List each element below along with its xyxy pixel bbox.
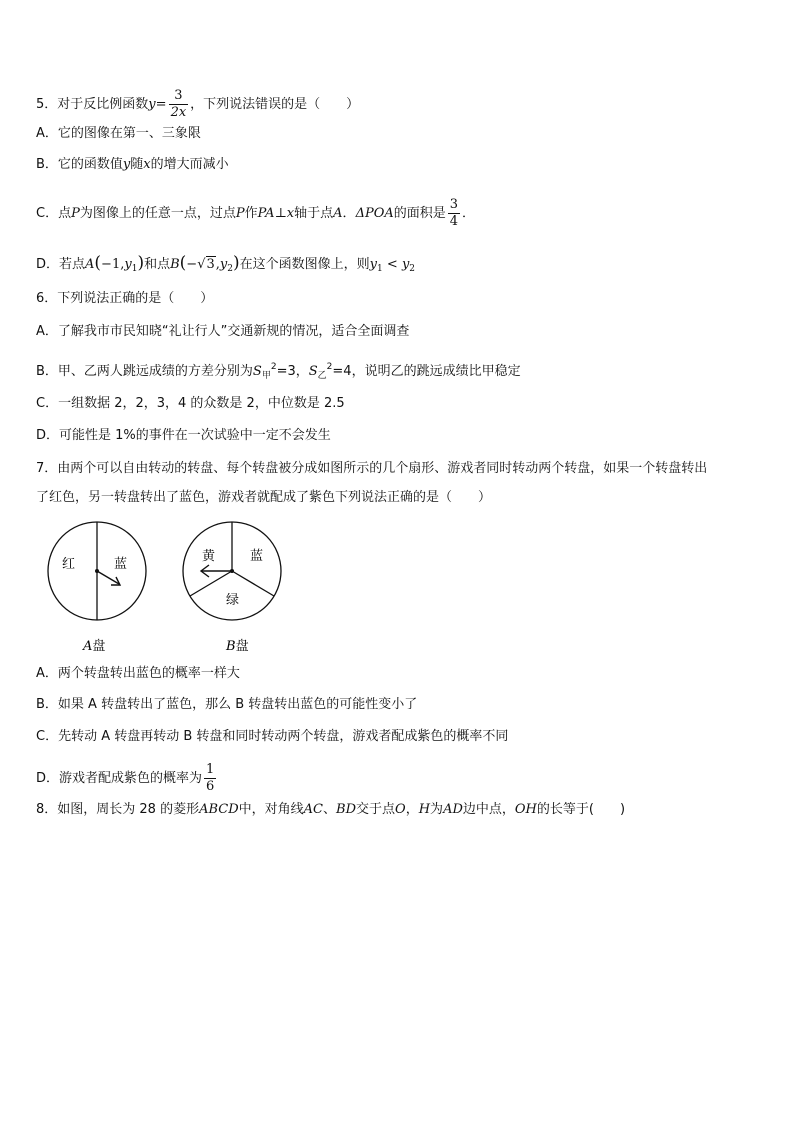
spinner-b [183,522,281,620]
q5-fraction: $\frac{3}{2x}$ [170,88,187,120]
q7-option-c[interactable]: C．先转动 A 转盘再转动 B 转盘和同时转动两个转盘，游戏者配成紫色的概率不同 [36,729,509,744]
q5c-fraction: $\frac{3}{4}$ [449,197,459,229]
q6-option-a[interactable]: A．了解我市市民知晓“礼让行人”交通新规的情况，适合全面调查 [36,324,410,339]
spinner-a [48,522,146,620]
q5-option-a[interactable]: A．它的图像在第一、三象限 [36,126,201,141]
q5-option-c[interactable]: C．点P为图像上的任意一点，过点P作PA⊥x轴于点A．ΔPOA的面积是 $\frac{3}{4}$ ． [36,197,476,229]
q7-stem-line2: 了红色，另一转盘转出了蓝色，游戏者就配成了紫色下列说法正确的是（ ） [36,490,492,505]
q5-option-d[interactable]: D．若点$A(-1,y_1)$和点$B(-√3,y_2)$在这个函数图像上，则$y_1 < y_2$ [36,253,416,274]
q5-stem: 5．对于反比例函数y= $\frac{3}{2x}$ ，下列说法错误的是（ ） [36,88,360,120]
q7-option-b[interactable]: B．如果 A 转盘转出了蓝色，那么 B 转盘转出蓝色的可能性变小了 [36,697,418,712]
spinner-b-green-label: 绿 [226,593,240,608]
q8-stem: 8．如图，周长为 28 的菱形ABCD中，对角线AC、BD交于点O，H为AD边中点，OH的长等于( ) [36,802,626,817]
spinner-b-blue-label: 蓝 [250,549,264,564]
q7-option-d[interactable]: D．游戏者配成紫色的概率为 $\frac{1}{6}$ [36,762,215,794]
q6-stem: 6．下列说法正确的是（ ） [36,291,214,306]
q7-stem-line1: 7．由两个可以自由转动的转盘、每个转盘被分成如图所示的几个扇形、游戏者同时转动两个转盘，如果一个转盘转出 [36,461,708,476]
spinner-diagram [30,518,300,660]
spinner-a-arrowhead [111,577,120,585]
spinner-b-yellow-label: 黄 [202,549,216,564]
q6-option-b[interactable]: B．甲、乙两人跳远成绩的方差分别为$S_甲^2=3$，$S_乙^2=4$，说明乙的跳远成绩比甲稳定 [36,362,521,381]
q7d-fraction: $\frac{1}{6}$ [206,762,215,794]
q5-option-b[interactable]: B．它的函数值y随x的增大而减小 [36,157,229,172]
spinner-a-blue-label: 蓝 [114,557,128,572]
spinner-a-red-label: 红 [62,557,76,572]
q6-option-c[interactable]: C．一组数据 2，2，3，4 的众数是 2，中位数是 2.5 [36,396,345,411]
spinner-a-caption: A盘 [83,639,106,654]
q7-option-a[interactable]: A．两个转盘转出蓝色的概率一样大 [36,666,240,681]
q6-option-d[interactable]: D．可能性是 1%的事件在一次试验中一定不会发生 [36,428,331,443]
spinner-b-caption: B盘 [226,639,249,654]
